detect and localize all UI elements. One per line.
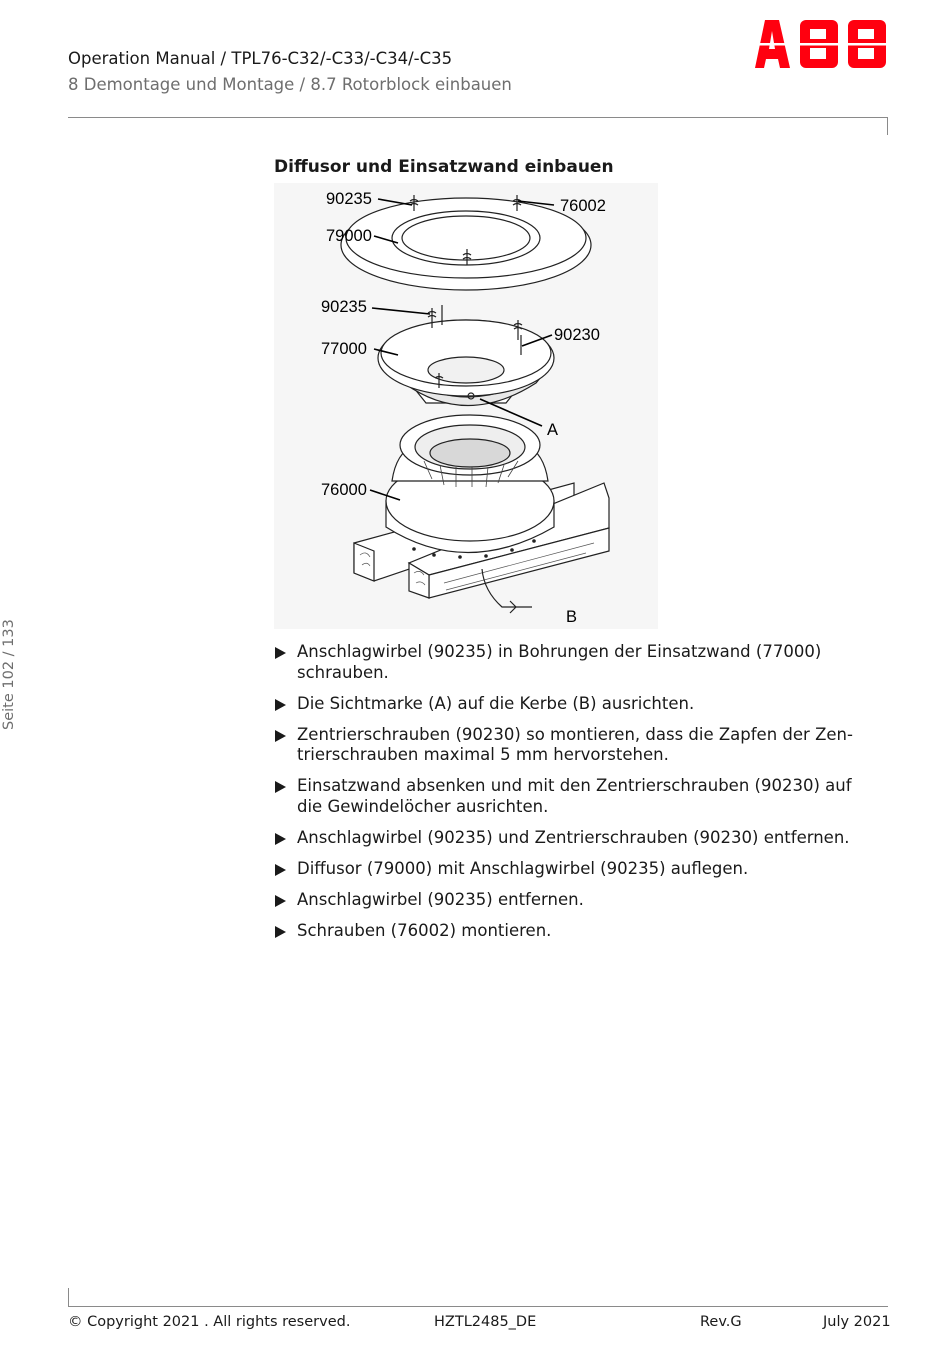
label-79000: 79000	[326, 227, 372, 245]
instruction-step	[274, 859, 874, 880]
bullet-arrow-icon	[275, 926, 286, 938]
header-divider-tick	[887, 117, 888, 135]
instruction-text: Anschlagwirbel (90235) entfernen.	[297, 889, 584, 909]
label-90230: 90230	[554, 326, 600, 344]
instruction-list	[274, 642, 874, 952]
label-a: A	[547, 421, 559, 439]
bullet-arrow-icon	[275, 647, 286, 659]
instruction-step	[274, 921, 874, 942]
instruction-text: Die Sichtmarke (A) auf die Kerbe (B) ausrichten.	[297, 693, 695, 713]
page-number: Seite 102 / 133	[1, 619, 17, 730]
revision: Rev.G	[700, 1314, 742, 1330]
bullet-arrow-icon	[275, 833, 286, 845]
instruction-text: Einsatzwand absenken und mit den Zentrierschrauben (90230) auf die Gewindelöcher ausrichten.	[297, 776, 852, 816]
section-title: Diffusor und Einsatzwand einbauen	[274, 157, 614, 177]
label-90235-middle: 90235	[321, 298, 367, 316]
abb-logo	[752, 18, 888, 70]
bullet-arrow-icon	[275, 895, 286, 907]
document-title: Operation Manual / TPL76-C32/-C33/-C34/-C35	[68, 49, 453, 68]
bullet-arrow-icon	[275, 781, 286, 793]
instruction-step	[274, 890, 874, 911]
bullet-arrow-icon	[275, 864, 286, 876]
instruction-step	[274, 725, 874, 766]
footer-divider-tick	[68, 1288, 69, 1306]
instruction-step	[274, 776, 874, 817]
instruction-step	[274, 828, 874, 849]
instruction-text: Schrauben (76002) montieren.	[297, 920, 552, 940]
instruction-text: Anschlagwirbel (90235) in Bohrungen der Einsatzwand (77000) schrauben.	[297, 642, 822, 682]
instruction-text: Diffusor (79000) mit Anschlagwirbel (90235) auflegen.	[297, 858, 749, 878]
instruction-text: Anschlagwirbel (90235) und Zentrierschrauben (90230) entfernen.	[297, 827, 850, 847]
chapter-breadcrumb: 8 Demontage und Montage / 8.7 Rotorblock einbauen	[68, 75, 512, 94]
copyright-notice: © Copyright 2021 . All rights reserved.	[68, 1314, 351, 1330]
instruction-step	[274, 694, 874, 715]
assembly-illustration	[274, 183, 658, 629]
casing-housing	[386, 415, 554, 553]
bullet-arrow-icon	[275, 730, 286, 742]
bullet-arrow-icon	[275, 699, 286, 711]
document-id: HZTL2485_DE	[434, 1314, 537, 1330]
label-76002: 76002	[560, 197, 606, 215]
header-divider	[68, 117, 888, 118]
label-76000: 76000	[321, 481, 367, 499]
publication-date: July 2021	[823, 1314, 891, 1330]
label-90235-top: 90235	[326, 190, 372, 208]
label-77000: 77000	[321, 340, 367, 358]
diffuser-ring	[341, 198, 591, 290]
footer-divider	[68, 1306, 888, 1307]
instruction-text: Zentrierschrauben (90230) so montieren, dass die Zapfen der Zen-trierschrauben maximal 5 mm hervorstehen.	[297, 724, 853, 764]
label-b: B	[566, 608, 578, 626]
instruction-step	[274, 642, 874, 683]
